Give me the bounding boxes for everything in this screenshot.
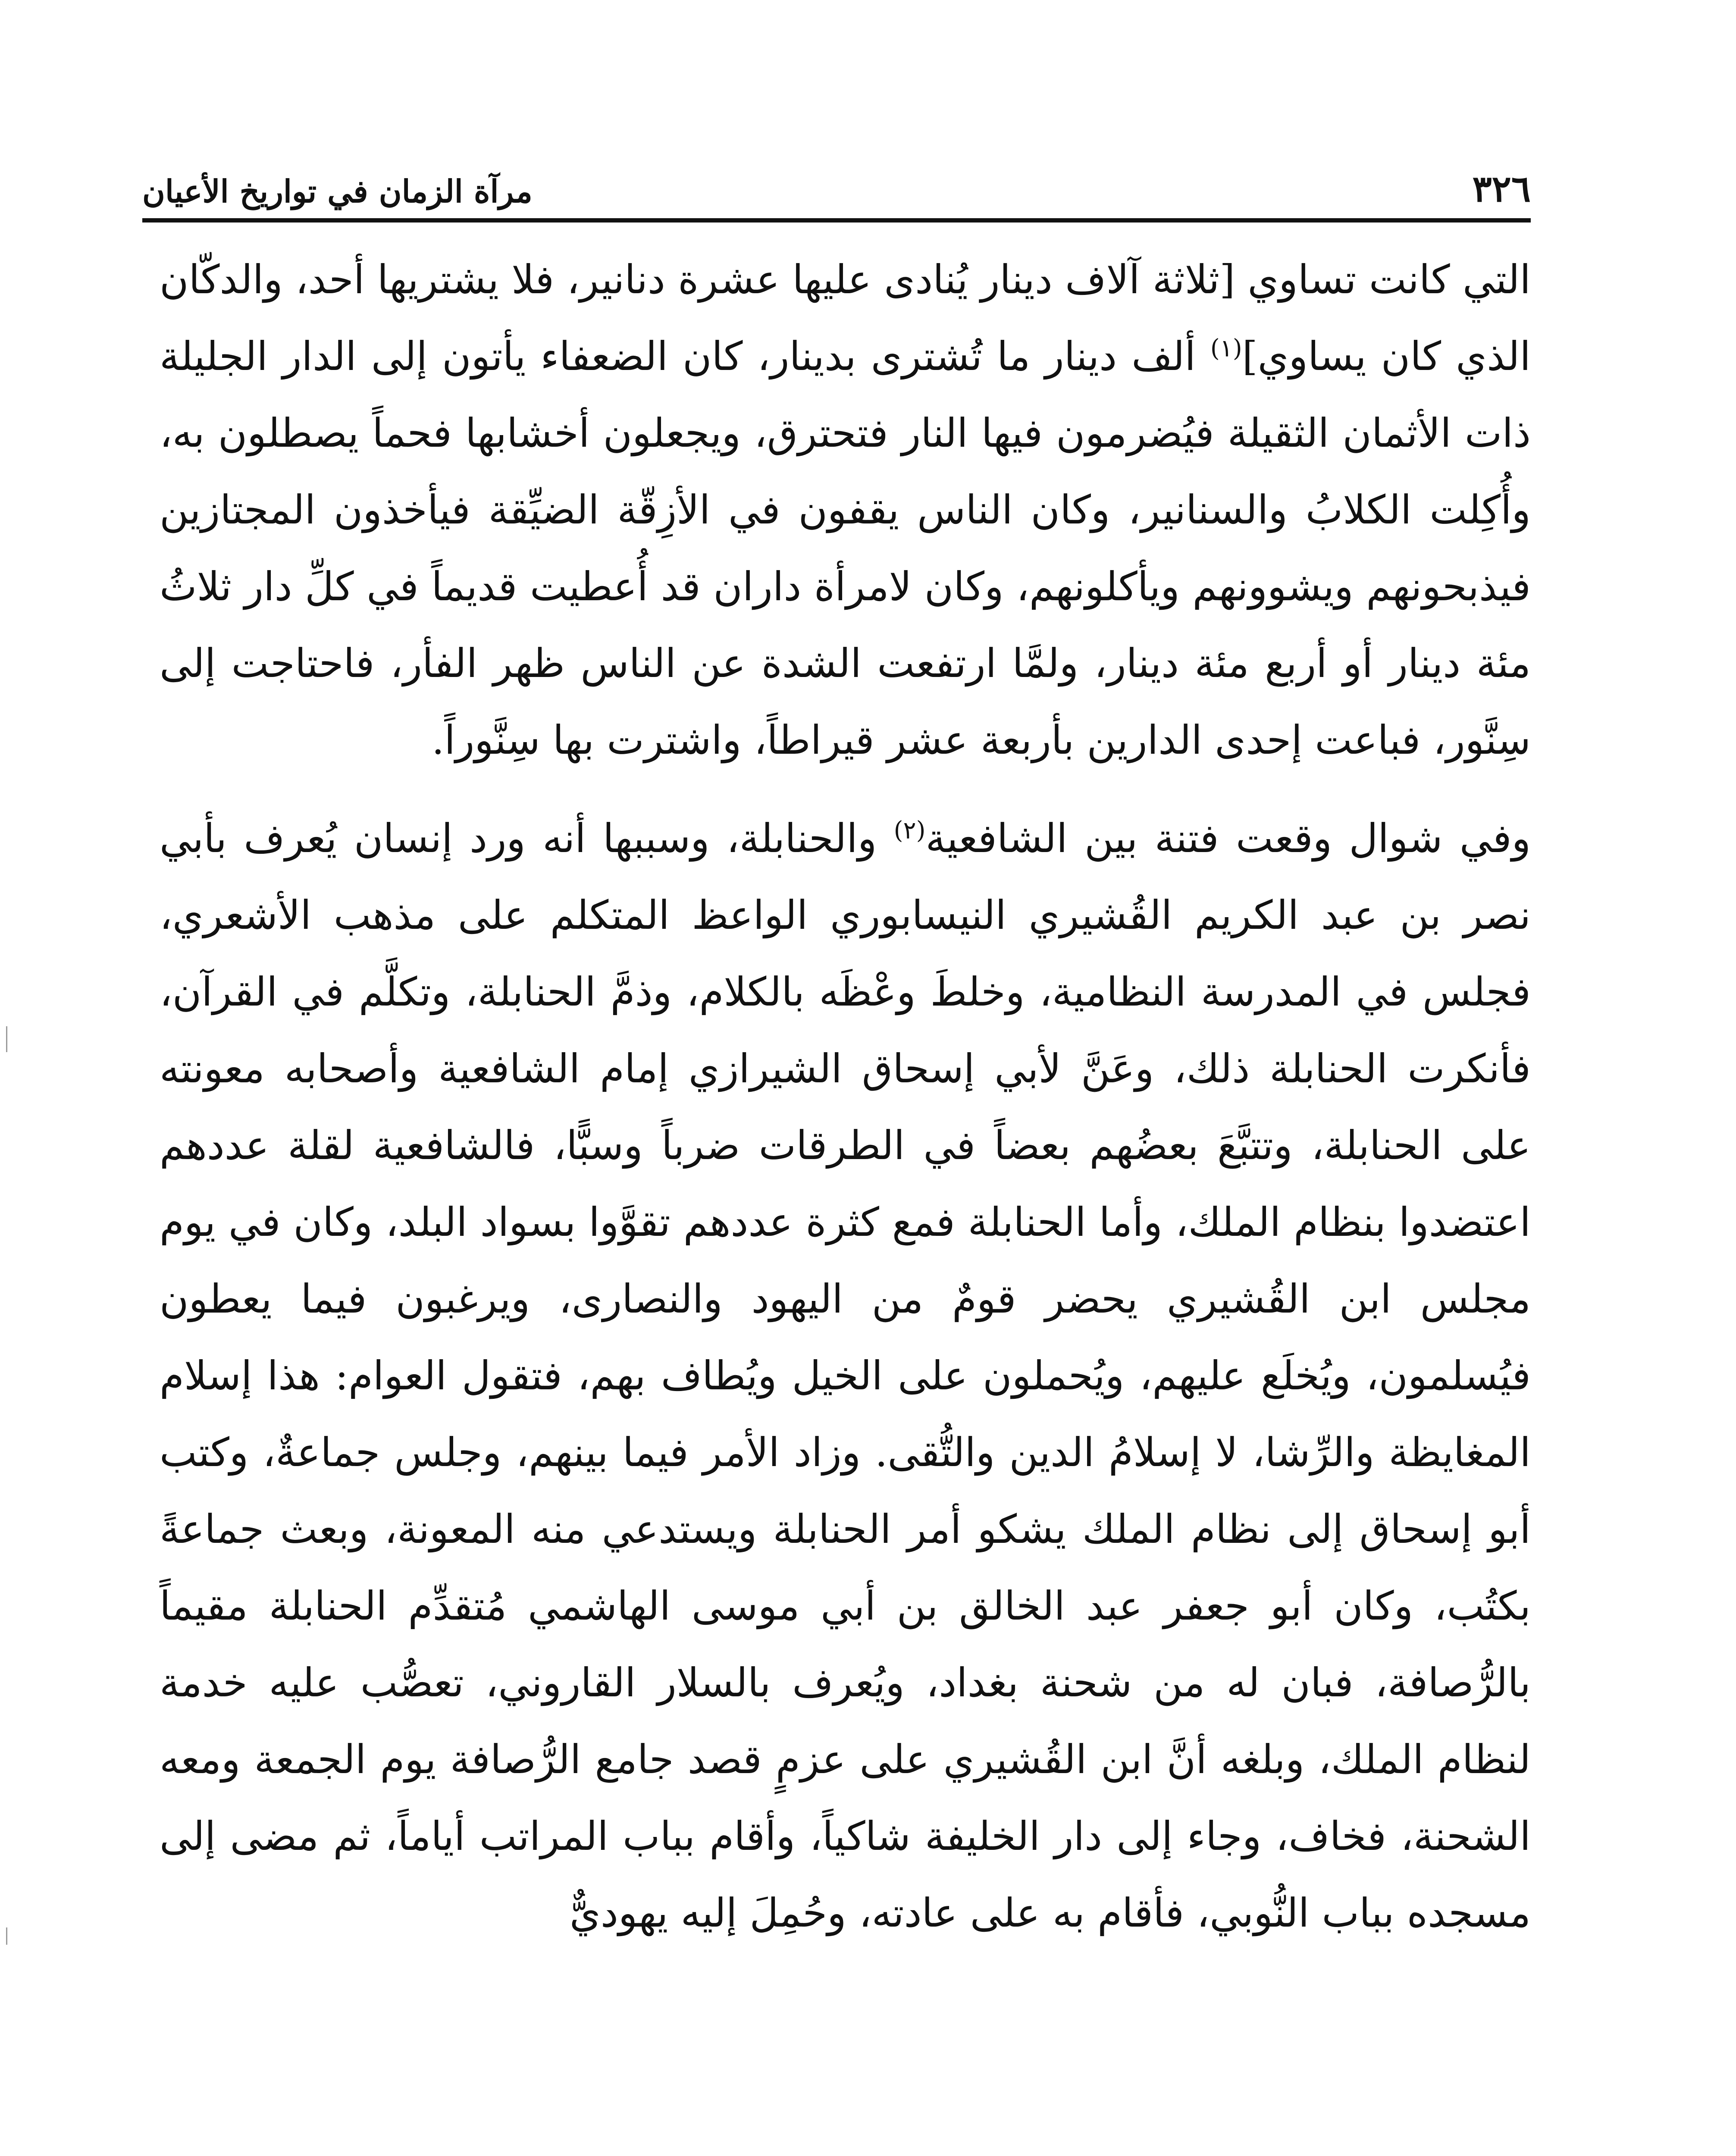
- paragraph-text: التي كانت تساوي [ثلاثة آلاف دينار يُنادى عليها عشرة دنانير، فلا يشتريها أحد، والدكّان الذي كان يساوي]: [160, 257, 1531, 379]
- page-number: ٣٢٦: [1472, 167, 1531, 210]
- footnote-reference: (٢): [893, 816, 926, 845]
- paragraph-text: وفي شوال وقعت فتنة بين الشافعية: [925, 815, 1531, 862]
- scan-edge-mark: [6, 1026, 7, 1052]
- running-title: مرآة الزمان في تواريخ الأعيان: [142, 173, 533, 210]
- paragraph: [160, 241, 1531, 779]
- scan-edge-mark: [6, 1927, 7, 1945]
- footnote-reference: (١): [1210, 334, 1242, 363]
- paragraph-text: ألف دينار ما تُشترى بدينار، كان الضعفاء يأتون إلى الدار الجليلة ذات الأثمان الثقيلة فيُضرمون فيها النار فتحترق، ويجعلون أخشابها فحماً يصطلون به، وأُكِلت الكلابُ والسنانير، وكان الناس يقفون في الأزِقّة الضيِّقة فيأخذون المجتازين فيذبحونهم ويشوونهم ويأكلونهم، وكان لامرأة داران قد أُعطيت قديماً في كلِّ دار ثلاثُ مئة دينار أو أربع مئة دينار، ولمَّا ارتفعت الشدة عن الناس ظهر الفأر، فاحتاجت إلى سِنَّور، فباعت إحدى الدارين بأربعة عشر قيراطاً، واشترت بها سِنَّوراً.: [160, 333, 1531, 763]
- main-text: [160, 241, 1531, 1952]
- page-header: [142, 142, 1531, 210]
- header-rule: [142, 218, 1531, 222]
- paragraph: [160, 800, 1531, 1952]
- paragraph-text: والحنابلة، وسببها أنه ورد إنسان يُعرف بأبي نصر بن عبد الكريم القُشيري النيسابوري الواعظ المتكلم على مذهب الأشعري، فجلس في المدرسة النظامية، وخلطَ وعْظَه بالكلام، وذمَّ الحنابلة، وتكلَّم في القرآن، فأنكرت الحنابلة ذلك، وعَنَّ لأبي إسحاق الشيرازي إمام الشافعية وأصحابه معونته على الحنابلة، وتتبَّعَ بعضُهم بعضاً في الطرقات ضرباً وسبًّا، فالشافعية لقلة عددهم اعتضدوا بنظام الملك، وأما الحنابلة فمع كثرة عددهم تقوَّوا بسواد البلد، وكان في يوم مجلس ابن القُشيري يحضر قومٌ من اليهود والنصارى، ويرغبون فيما يعطون فيُسلمون، ويُخلَع عليهم، ويُحملون على الخيل ويُطاف بهم، فتقول العوام: هذا إسلام المغايظة والرِّشا، لا إسلامُ الدين والتُّقى. وزاد الأمر فيما بينهم، وجلس جماعةٌ، وكتب أبو إسحاق إلى نظام الملك يشكو أمر الحنابلة ويستدعي منه المعونة، وبعث جماعةً بكتُب، وكان أبو جعفر عبد الخالق بن أبي موسى الهاشمي مُتقدِّم الحنابلة مقيماً بالرُّصافة، فبان له من شحنة بغداد، ويُعرف بالسلار القاروني، تعصُّب عليه خدمة لنظام الملك، وبلغه أنَّ ابن القُشيري على عزمٍ قصد جامع الرُّصافة يوم الجمعة ومعه الشحنة، فخاف، وجاء إلى دار الخليفة شاكياً، وأقام بباب المراتب أياماً، ثم مضى إلى مسجده بباب النُّوبي، فأقام به على عادته، وحُمِلَ إليه يهوديٌّ: [160, 815, 1531, 1936]
